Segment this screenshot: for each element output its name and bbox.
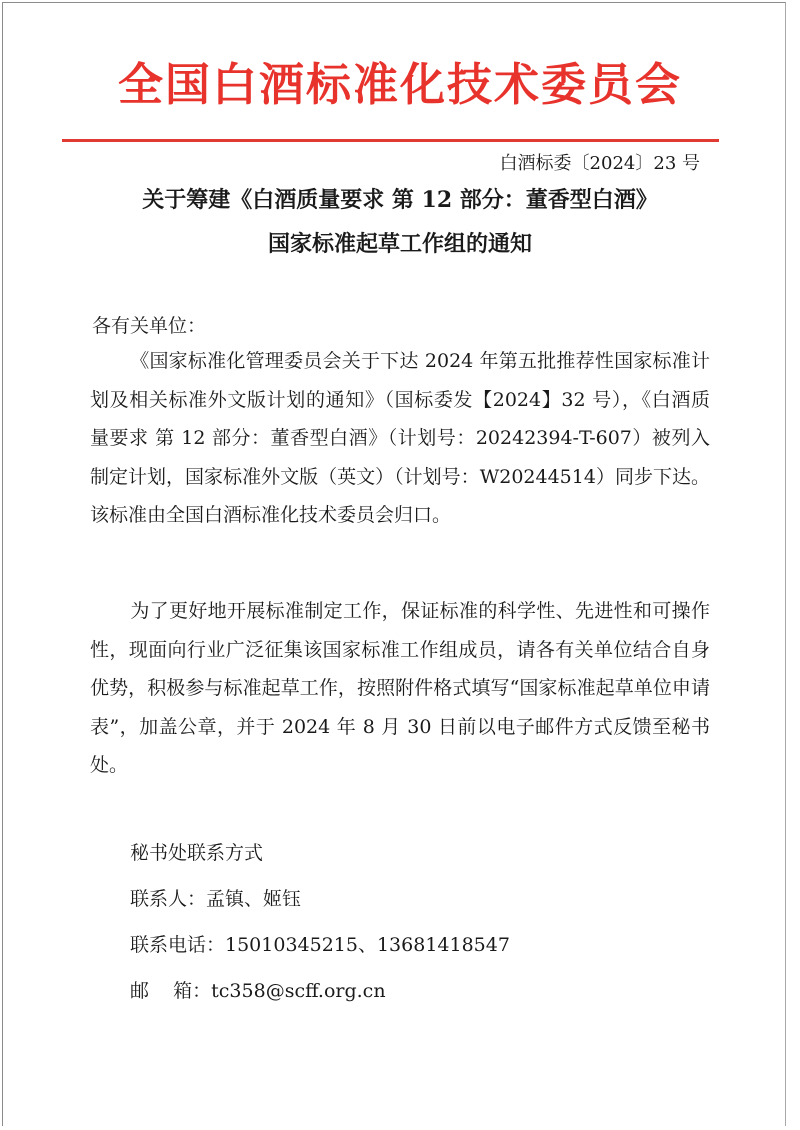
header-red-rule xyxy=(62,139,719,142)
organization-header: 全国白酒标准化技术委员会 xyxy=(117,58,682,111)
salutation: 各有关单位： xyxy=(92,315,207,337)
title-line-2: 国家标准起草工作组的通知 xyxy=(267,231,532,257)
document-title xyxy=(0,178,800,266)
contact-heading: 秘书处联系方式 xyxy=(130,842,264,864)
title-line-1: 关于筹建《白酒质量要求 第 12 部分：董香型白酒》 xyxy=(142,187,658,213)
contact-persons: 联系人：孟镇、姬钰 xyxy=(130,888,302,910)
body-paragraph-2 xyxy=(90,592,710,785)
body-paragraph-1 xyxy=(90,342,710,535)
document-number: 白酒标委〔2024〕23 号 xyxy=(499,153,700,174)
contact-email: 邮 箱：tc358@scff.org.cn xyxy=(130,980,386,1002)
contact-info xyxy=(130,830,510,1014)
paragraph-1-text: 《国家标准化管理委员会关于下达 2024 年第五批推荐性国家标准计划及相关标准外文版计划的通知》（国标委发【2024】32 号），《白酒质量要求 第 12 部分：董香型白酒》（计划号：20242394-T-607）被列入制定计划，国家标准外文版（英文）（计划号：W20244514）同步下达。该标准由全国白酒标准化技术委员会归口。 xyxy=(90,350,710,526)
contact-phone: 联系电话：15010345215、13681418547 xyxy=(130,934,510,956)
paragraph-2-text: 为了更好地开展标准制定工作，保证标准的科学性、先进性和可操作性，现面向行业广泛征集该国家标准工作组成员，请各有关单位结合自身优势，积极参与标准起草工作，按照附件格式填写“国家标准起草单位申请表”，加盖公章，并于 2024 年 8 月 30 日前以电子邮件方式反馈至秘书处。 xyxy=(90,600,710,776)
